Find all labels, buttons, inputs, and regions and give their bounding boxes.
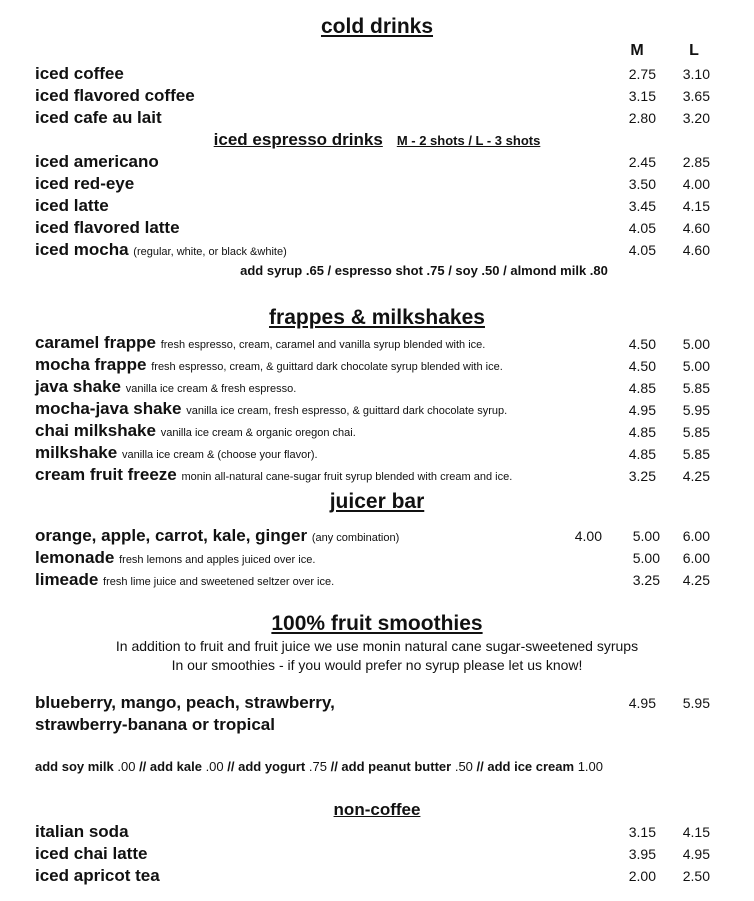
price-large: 2.50 (682, 868, 710, 884)
addon-price: .00 (205, 759, 224, 774)
price-medium: 3.95 (628, 846, 656, 862)
smoothies-note: In addition to fruit and fruit juice we use monin natural cane sugar-sweetened syrups (115, 638, 639, 654)
price-medium: 3.50 (628, 176, 656, 192)
menu-item-name: limeade (35, 570, 99, 589)
menu-item-name: iced latte (35, 196, 109, 215)
menu-item (35, 570, 334, 592)
addon-label: add soy milk (35, 759, 114, 774)
menu-item (35, 443, 318, 465)
menu-item-description: vanilla ice cream & organic oregon chai. (160, 427, 356, 439)
price-large: 5.85 (682, 380, 710, 396)
price-medium: 4.50 (628, 336, 656, 352)
price-medium: 3.15 (628, 824, 656, 840)
menu-item (35, 240, 287, 262)
price-large: 4.25 (682, 572, 710, 588)
smoothies-title: 100% fruit smoothies (271, 612, 483, 635)
menu-item-name: iced coffee (35, 64, 124, 83)
price-medium: 2.80 (628, 110, 656, 126)
price-large: 5.00 (682, 358, 710, 374)
price-large: 4.00 (682, 176, 710, 192)
menu-item (35, 526, 399, 548)
addon-separator: // (472, 759, 488, 774)
menu-item (35, 465, 512, 487)
espresso-title: iced espresso drinks (213, 130, 383, 149)
price-large: 4.15 (682, 198, 710, 214)
menu-item-description: fresh espresso, cream, caramel and vanilla syrup blended with ice. (160, 339, 486, 351)
menu-item (35, 399, 507, 421)
menu-item (35, 333, 485, 355)
juicer-title: juicer bar (329, 490, 425, 513)
menu-item-name: milkshake (35, 443, 118, 462)
menu-item-description: (regular, white, or black &white) (133, 246, 287, 258)
menu-item-name: mocha-java shake (35, 399, 182, 418)
price-medium: 5.00 (632, 528, 660, 544)
price-medium: 3.15 (628, 88, 656, 104)
price-medium: 4.85 (628, 424, 656, 440)
menu-item-name: iced cafe au lait (35, 108, 162, 127)
price-medium: 3.25 (632, 572, 660, 588)
menu-item-name: lemonade (35, 548, 115, 567)
price-large: 4.60 (682, 220, 710, 236)
price-medium: 4.05 (628, 242, 656, 258)
menu-item-name: chai milkshake (35, 421, 156, 440)
price-large: 3.20 (682, 110, 710, 126)
price-medium: 5.00 (632, 550, 660, 566)
addon-price: 1.00 (577, 759, 604, 774)
price-large: 6.00 (682, 528, 710, 544)
col-header-medium: M (630, 42, 644, 59)
price-large: 5.95 (682, 695, 710, 711)
menu-item (35, 377, 296, 399)
price-large: 5.85 (682, 424, 710, 440)
menu-item-name: cream fruit freeze (35, 465, 177, 484)
price-medium: 3.45 (628, 198, 656, 214)
addon-price: .50 (454, 759, 473, 774)
menu-item-name: mocha frappe (35, 355, 147, 374)
addon-separator: // (326, 759, 342, 774)
menu-item (35, 421, 356, 443)
smoothies-flavors: strawberry-banana or tropical (35, 715, 275, 734)
col-header-large: L (689, 42, 699, 59)
menu-item (35, 355, 503, 377)
price-large: 4.95 (682, 846, 710, 862)
price-large: 3.10 (682, 66, 710, 82)
price-large: 4.25 (682, 468, 710, 484)
frappes-title: frappes & milkshakes (269, 306, 485, 329)
price-small: 4.00 (574, 528, 602, 544)
price-large: 3.65 (682, 88, 710, 104)
price-medium: 4.95 (628, 695, 656, 711)
price-large: 5.95 (682, 402, 710, 418)
price-large: 4.15 (682, 824, 710, 840)
addon-price: .75 (308, 759, 327, 774)
menu-item-description: (any combination) (311, 532, 400, 544)
menu-item-name: iced red-eye (35, 174, 135, 193)
addon-label: add ice cream (487, 759, 575, 774)
menu-item-name: iced mocha (35, 240, 129, 259)
price-medium: 4.50 (628, 358, 656, 374)
addon-label: add yogurt (238, 759, 306, 774)
addon-label: add kale (149, 759, 202, 774)
noncoffee-title: non-coffee (333, 800, 421, 819)
espresso-addons: add syrup .65 / espresso shot .75 / soy .50 / almond milk .80 (240, 263, 608, 278)
addon-separator: // (135, 759, 150, 774)
menu-item-description: fresh espresso, cream, & guittard dark chocolate syrup blended with ice. (151, 361, 503, 373)
smoothies-flavors: blueberry, mango, peach, strawberry, (35, 693, 335, 712)
menu-item-description: fresh lime juice and sweetened seltzer over ice. (103, 576, 335, 588)
menu-item-name: italian soda (35, 822, 129, 841)
price-large: 4.60 (682, 242, 710, 258)
menu-item-description: vanilla ice cream & fresh espresso. (125, 383, 297, 395)
price-large: 6.00 (682, 550, 710, 566)
espresso-section-header (0, 130, 754, 151)
menu-item-name: iced flavored coffee (35, 86, 195, 105)
menu-item-description: fresh lemons and apples juiced over ice. (119, 554, 316, 566)
menu-item-name: caramel frappe (35, 333, 156, 352)
addon-price: .00 (117, 759, 136, 774)
price-medium: 3.25 (628, 468, 656, 484)
price-medium: 4.85 (628, 446, 656, 462)
menu-item-description: vanilla ice cream & (choose your flavor). (121, 449, 318, 461)
smoothies-note: In our smoothies - if you would prefer no syrup please let us know! (171, 657, 583, 673)
menu-item (35, 548, 315, 570)
menu-item-name: iced chai latte (35, 844, 148, 863)
cold-drinks-title: cold drinks (320, 15, 434, 38)
menu-item-name: orange, apple, carrot, kale, ginger (35, 526, 308, 545)
price-medium: 2.45 (628, 154, 656, 170)
price-large: 2.85 (682, 154, 710, 170)
price-medium: 4.85 (628, 380, 656, 396)
menu-item-description: vanilla ice cream, fresh espresso, & guittard dark chocolate syrup. (186, 405, 508, 417)
price-medium: 4.95 (628, 402, 656, 418)
menu-item-name: iced americano (35, 152, 159, 171)
smoothies-addons (35, 758, 603, 776)
menu-item-name: iced apricot tea (35, 866, 160, 885)
addon-separator: // (223, 759, 239, 774)
menu-item-description: monin all-natural cane-sugar fruit syrup blended with cream and ice. (181, 471, 513, 483)
price-medium: 4.05 (628, 220, 656, 236)
menu-item-name: java shake (35, 377, 122, 396)
price-medium: 2.00 (628, 868, 656, 884)
price-large: 5.00 (682, 336, 710, 352)
addon-label: add peanut butter (341, 759, 452, 774)
price-medium: 2.75 (628, 66, 656, 82)
menu-item-name: iced flavored latte (35, 218, 180, 237)
price-large: 5.85 (682, 446, 710, 462)
espresso-subtitle: M - 2 shots / L - 3 shots (396, 133, 541, 148)
